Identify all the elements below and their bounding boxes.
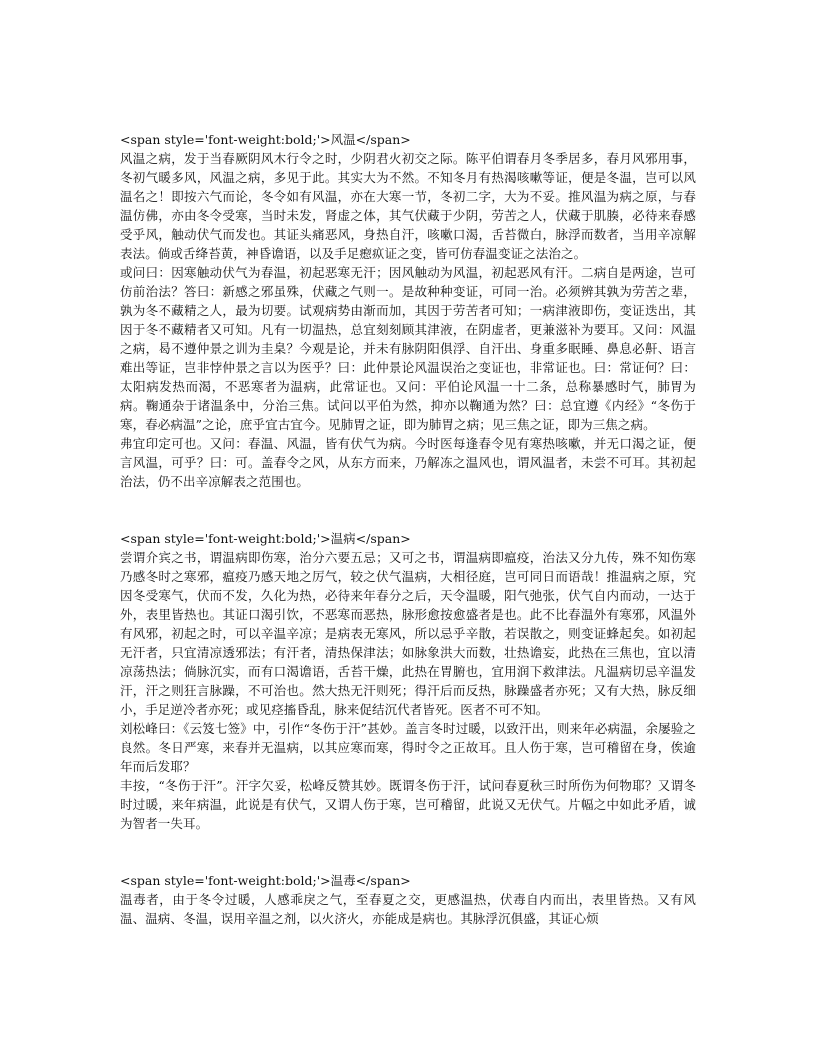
paragraph: 风温之病，发于当春厥阴风木行令之时，少阴君火初交之际。陈平伯谓春月冬季居多，春月风邪用事，冬初气暖多风，风温之病，多见于此。其实大为不然。不知冬月有热渴咳嗽等证，便是冬温，岂可以风温名之！即按六气而论，冬令如有风温，亦在大寒一节，冬初二字，大为不妥。推风温为病之原，与春温仿佛，亦由冬令受寒，当时未发，肾虚之体，其气伏藏于少阴，劳苦之人，伏藏于肌腠，必待来春感受乎风，触动伏气而发也。其证头痛恶风，身热自汗，咳嗽口渴，舌苔微白，脉浮而数者，当用辛凉解表法。倘或舌绛苔黄，神昏谵语，以及手足瘛疭证之变，皆可仿春温变证之法治之。 [120,151,696,261]
paragraph: 丰按，“冬伤于汗”。汗字欠妥，松峰反赞其妙。既谓冬伤于汗，试问春夏秋三时所伤为何物耶？又谓冬时过暖，来年病温，此说是有伏气，又谓人伤于寒，岂可稽留，此说又无伏气。片幅之中如此矛盾，诚为智者一失耳。 [120,778,696,831]
section-heading: <span style='font-weight:bold;'>风温</span> [120,132,411,147]
section-fengwen [120,130,696,491]
paragraph: 刘松峰曰：《云笈七签》中，引作“冬伤于汗”甚妙。盖言冬时过暖，以致汗出，则来年必病温，余屡验之良然。冬日严寒，来春并无温病，以其应寒而寒，得时令之正故耳。且人伤于寒，岂可稽留在身，俟逾年而后发耶？ [120,721,696,774]
section-wenbing [120,529,696,833]
section-heading: <span style='font-weight:bold;'>温病</span> [120,531,411,546]
paragraph: 温毒者，由于冬令过暖，人感乖戾之气，至春夏之交，更感温热，伏毒自内而出，表里皆热。又有风温、温病、冬温，误用辛温之剂，以火济火，亦能成是病也。其脉浮沉俱盛，其证心烦 [120,892,696,926]
document-page [120,130,696,928]
paragraph: 弗宜印定可也。又问：春温、风温，皆有伏气为病。今时医每逢春令见有寒热咳嗽，并无口渴之证，便言风温，可乎？曰：可。盖春令之风，从东方而来，乃解冻之温风也，谓风温者，未尝不可耳。其初起治法，仍不出辛凉解表之范围也。 [120,436,696,489]
paragraph: 或问曰：因寒触动伏气为春温，初起恶寒无汗；因风触动为风温，初起恶风有汗。二病自是两途，岂可仿前治法？答曰：新感之邪虽殊，伏藏之气则一。是故种种变证，可同一治。必须辨其孰为劳苦之辈，孰为冬不藏精之人，最为切要。试观病势由渐而加，其因于劳苦者可知；一病津液即伤，变证迭出，其因于冬不藏精者又可知。凡有一切温热，总宜刻刻顾其津液，在阴虚者，更兼滋补为要耳。又问：风温之病，曷不遵仲景之训为圭臬？今观是论，并未有脉阴阳俱浮、自汗出、身重多眠睡、鼻息必鼾、语言难出等证，岂非悖仲景之言以为医乎？曰：此仲景论风温误治之变证也，非常证也。曰：常证何？曰：太阳病发热而渴，不恶寒者为温病，此常证也。又问：平伯论风温一十二条，总称暴感时气，肺胃为病。鞠通杂于诸温条中，分治三焦。试问以平伯为然，抑亦以鞠通为然？曰：总宜遵《内经》“冬伤于寒，春必病温”之论，庶乎宜古宜今。见肺胃之证，即为肺胃之病；见三焦之证，即为三焦之病。 [120,265,696,432]
section-heading: <span style='font-weight:bold;'>温毒</span> [120,873,411,888]
section-wendu [120,871,696,928]
paragraph: 尝谓介宾之书，谓温病即伤寒，治分六要五忌；又可之书，谓温病即瘟疫，治法又分九传，殊不知伤寒乃感冬时之寒邪，瘟疫乃感天地之厉气，较之伏气温病，大相径庭，岂可同日而语哉！推温病之原，究因冬受寒气，伏而不发，久化为热，必待来年春分之后，天令温暖，阳气弛张，伏气自内而动，一达于外，表里皆热也。其证口渴引饮，不恶寒而恶热，脉形愈按愈盛者是也。此不比春温外有寒邪，风温外有风邪，初起之时，可以辛温辛凉；是病表无寒风，所以忌乎辛散，若误散之，则变证蜂起矣。如初起无汗者，只宜清凉透邪法；有汗者，清热保津法；如脉象洪大而数，壮热谵妄，此热在三焦也，宜以清凉荡热法；倘脉沉实，而有口渴谵语，舌苔干燥，此热在胃腑也，宜用润下救津法。凡温病切忌辛温发汗，汗之则狂言脉躁，不可治也。然大热无汗则死；得汗后而反热，脉躁盛者亦死；又有大热，脉反细小，手足逆冷者亦死；或见痉搐昏乱，脉来促结沉代者皆死。医者不可不知。 [120,550,696,717]
